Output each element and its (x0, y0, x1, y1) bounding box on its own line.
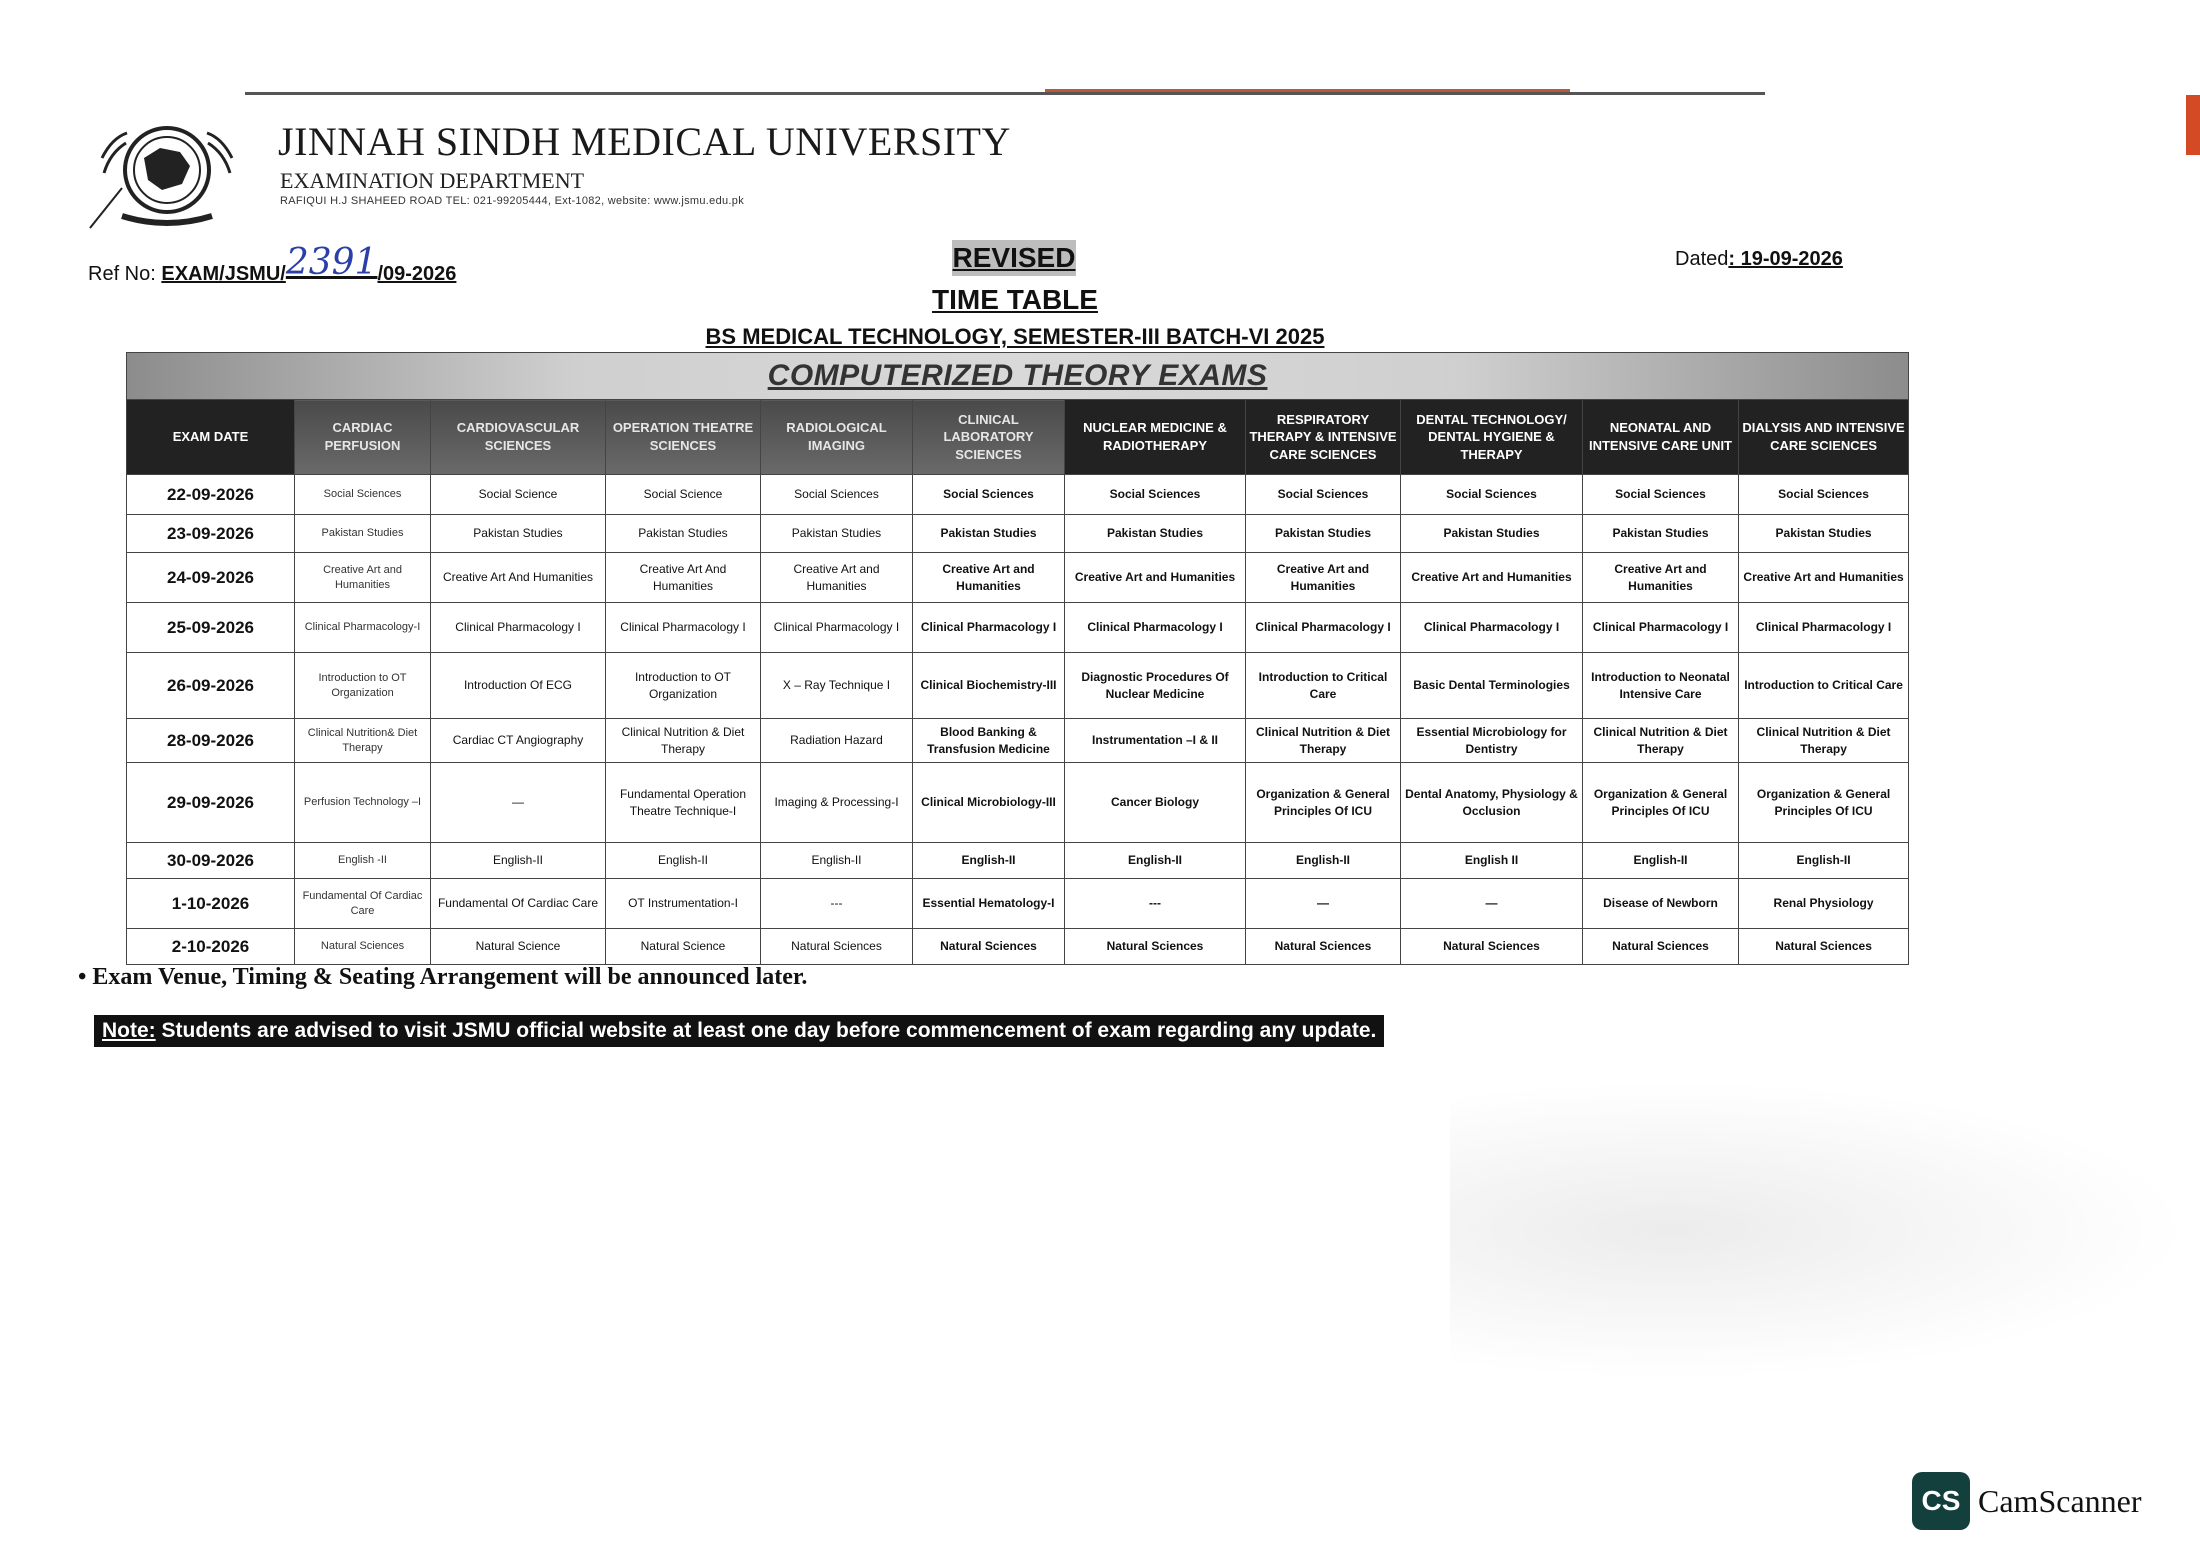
subject-cell: Pakistan Studies (431, 515, 606, 553)
subject-cell: Creative Art and Humanities (1246, 553, 1401, 603)
subject-cell: English-II (1583, 843, 1739, 879)
subject-cell: Creative Art and Humanities (761, 553, 913, 603)
subject-cell: Introduction to OT Organization (606, 653, 761, 719)
subject-cell: Essential Microbiology for Dentistry (1401, 719, 1583, 763)
subject-cell: Creative Art and Humanities (1401, 553, 1583, 603)
subject-cell: Perfusion Technology –I (295, 763, 431, 843)
subject-cell: Clinical Nutrition & Diet Therapy (1583, 719, 1739, 763)
subject-cell: Clinical Pharmacology I (1246, 603, 1401, 653)
subject-cell: Clinical Nutrition & Diet Therapy (1739, 719, 1909, 763)
exam-date-cell: 28-09-2026 (127, 719, 295, 763)
dated-value: : 19-09-2026 (1728, 248, 1843, 270)
subject-cell: Clinical Nutrition& Diet Therapy (295, 719, 431, 763)
subject-cell: --- (1065, 879, 1246, 929)
table-banner: COMPUTERIZED THEORY EXAMS (127, 353, 1909, 400)
subject-cell: Creative Art and Humanities (913, 553, 1065, 603)
exam-date-cell: 22-09-2026 (127, 475, 295, 515)
subject-cell: Natural Sciences (1739, 929, 1909, 965)
column-header: RESPIRATORY THERAPY & INTENSIVE CARE SCIENCES (1246, 400, 1401, 475)
column-header: CARDIAC PERFUSION (295, 400, 431, 475)
table-row (127, 553, 1909, 603)
table-row (127, 763, 1909, 843)
subject-cell: Essential Hematology-I (913, 879, 1065, 929)
date-line (1675, 248, 1843, 271)
table-row (127, 719, 1909, 763)
subject-cell: Social Sciences (295, 475, 431, 515)
subject-cell: Imaging & Processing-I (761, 763, 913, 843)
subject-cell: Fundamental Of Cardiac Care (431, 879, 606, 929)
subject-cell: Cardiac CT Angiography (431, 719, 606, 763)
subject-cell: Pakistan Studies (1065, 515, 1246, 553)
subject-cell: Clinical Microbiology-III (913, 763, 1065, 843)
subject-cell: Introduction to Critical Care (1246, 653, 1401, 719)
subject-cell: Clinical Pharmacology I (1739, 603, 1909, 653)
subject-cell: — (431, 763, 606, 843)
subject-cell: English II (1401, 843, 1583, 879)
subject-cell: Introduction Of ECG (431, 653, 606, 719)
subject-cell: Basic Dental Terminologies (1401, 653, 1583, 719)
university-seal-icon (82, 118, 252, 233)
subject-cell: Natural Sciences (1583, 929, 1739, 965)
note-text: Students are advised to visit JSMU official website at least one day before commencement of exam regarding any update. (155, 1019, 1377, 1042)
camscanner-watermark (1912, 1472, 2142, 1530)
table-row (127, 843, 1909, 879)
subject-cell: OT Instrumentation-I (606, 879, 761, 929)
subject-cell: Natural Sciences (1246, 929, 1401, 965)
subject-cell: Introduction to Critical Care (1739, 653, 1909, 719)
edge-mark (2186, 95, 2200, 155)
table-row (127, 475, 1909, 515)
subject-cell: Natural Science (431, 929, 606, 965)
subject-cell: Natural Sciences (295, 929, 431, 965)
subject-cell: Fundamental Operation Theatre Technique-I (606, 763, 761, 843)
scan-smudge (1450, 1080, 2190, 1380)
subject-cell: Creative Art and Humanities (1739, 553, 1909, 603)
subject-cell: English-II (606, 843, 761, 879)
subject-cell: Clinical Pharmacology I (1583, 603, 1739, 653)
subject-cell: Clinical Pharmacology I (431, 603, 606, 653)
subject-cell: Creative Art and Humanities (1583, 553, 1739, 603)
subject-cell: Natural Sciences (913, 929, 1065, 965)
table-row (127, 603, 1909, 653)
exam-date-cell: 25-09-2026 (127, 603, 295, 653)
table-row (127, 515, 1909, 553)
program-title: BS MEDICAL TECHNOLOGY, SEMESTER-III BATCH-VI 2025 (705, 324, 1325, 349)
ref-label: Ref No: (88, 263, 162, 285)
subject-cell: Creative Art and Humanities (1065, 553, 1246, 603)
subject-cell: Social Science (431, 475, 606, 515)
column-header: DIALYSIS AND INTENSIVE CARE SCIENCES (1739, 400, 1909, 475)
subject-cell: Instrumentation –I & II (1065, 719, 1246, 763)
subject-cell: Social Sciences (1401, 475, 1583, 515)
subject-cell: Creative Art And Humanities (606, 553, 761, 603)
subject-cell: Organization & General Principles Of ICU (1739, 763, 1909, 843)
subject-cell: Social Sciences (913, 475, 1065, 515)
website-note (94, 1015, 1384, 1047)
column-header: EXAM DATE (127, 400, 295, 475)
camscanner-logo-icon: CS (1912, 1472, 1970, 1530)
subject-cell: Social Sciences (1739, 475, 1909, 515)
subject-cell: Social Sciences (761, 475, 913, 515)
subject-cell: Pakistan Studies (1583, 515, 1739, 553)
table-header-row (127, 400, 1909, 475)
subject-cell: Pakistan Studies (1401, 515, 1583, 553)
column-header: NUCLEAR MEDICINE & RADIOTHERAPY (1065, 400, 1246, 475)
subject-cell: Introduction to Neonatal Intensive Care (1583, 653, 1739, 719)
subject-cell: Radiation Hazard (761, 719, 913, 763)
dated-label: Dated (1675, 248, 1729, 270)
subject-cell: Pakistan Studies (606, 515, 761, 553)
university-name: JINNAH SINDH MEDICAL UNIVERSITY (278, 119, 1011, 164)
subject-cell: Pakistan Studies (295, 515, 431, 553)
top-rule (245, 92, 1765, 95)
exam-date-cell: 23-09-2026 (127, 515, 295, 553)
subject-cell: Pakistan Studies (1246, 515, 1401, 553)
exam-date-cell: 26-09-2026 (127, 653, 295, 719)
subject-cell: Clinical Nutrition & Diet Therapy (606, 719, 761, 763)
subject-cell: Pakistan Studies (913, 515, 1065, 553)
subject-cell: English-II (913, 843, 1065, 879)
subject-cell: Cancer Biology (1065, 763, 1246, 843)
table-body (127, 475, 1909, 965)
subject-cell: English-II (431, 843, 606, 879)
column-header: CARDIOVASCULAR SCIENCES (431, 400, 606, 475)
table-row (127, 879, 1909, 929)
subject-cell: — (1401, 879, 1583, 929)
column-header: DENTAL TECHNOLOGY/ DENTAL HYGIENE & THERAPY (1401, 400, 1583, 475)
subject-cell: Creative Art And Humanities (431, 553, 606, 603)
subject-cell: Creative Art and Humanities (295, 553, 431, 603)
subject-cell: Clinical Pharmacology I (1401, 603, 1583, 653)
subject-cell: Pakistan Studies (1739, 515, 1909, 553)
revised-stamp: REVISED (952, 240, 1076, 276)
subject-cell: — (1246, 879, 1401, 929)
subject-cell: Natural Sciences (1065, 929, 1246, 965)
subject-cell: English-II (1065, 843, 1246, 879)
table-row (127, 653, 1909, 719)
subject-cell: Pakistan Studies (761, 515, 913, 553)
subject-cell: Natural Sciences (1401, 929, 1583, 965)
subject-cell: Natural Sciences (761, 929, 913, 965)
subject-cell: Clinical Pharmacology-I (295, 603, 431, 653)
reference-number (88, 242, 457, 289)
ref-suffix: /09-2026 (377, 263, 457, 285)
subject-cell: Natural Science (606, 929, 761, 965)
subject-cell: Dental Anatomy, Physiology & Occlusion (1401, 763, 1583, 843)
subject-cell: Clinical Pharmacology I (913, 603, 1065, 653)
subject-cell: Social Science (606, 475, 761, 515)
exam-date-cell: 29-09-2026 (127, 763, 295, 843)
subject-cell: Social Sciences (1246, 475, 1401, 515)
subject-cell: Clinical Pharmacology I (606, 603, 761, 653)
subject-cell: Clinical Pharmacology I (761, 603, 913, 653)
column-header: OPERATION THEATRE SCIENCES (606, 400, 761, 475)
subject-cell: English-II (1246, 843, 1401, 879)
subject-cell: X – Ray Technique I (761, 653, 913, 719)
subject-cell: English-II (1739, 843, 1909, 879)
exam-date-cell: 2-10-2026 (127, 929, 295, 965)
subject-cell: Clinical Nutrition & Diet Therapy (1246, 719, 1401, 763)
subject-cell: Social Sciences (1065, 475, 1246, 515)
exam-date-cell: 30-09-2026 (127, 843, 295, 879)
subject-cell: Social Sciences (1583, 475, 1739, 515)
subject-cell: Introduction to OT Organization (295, 653, 431, 719)
column-header: NEONATAL AND INTENSIVE CARE UNIT (1583, 400, 1739, 475)
subject-cell: Fundamental Of Cardiac Care (295, 879, 431, 929)
camscanner-brand: CamScanner (1978, 1482, 2142, 1519)
exam-date-cell: 1-10-2026 (127, 879, 295, 929)
exam-date-cell: 24-09-2026 (127, 553, 295, 603)
column-header: RADIOLOGICAL IMAGING (761, 400, 913, 475)
subject-cell: Blood Banking & Transfusion Medicine (913, 719, 1065, 763)
exam-timetable (126, 352, 1909, 965)
venue-notice: • Exam Venue, Timing & Seating Arrangement will be announced later. (78, 964, 808, 990)
ref-handwritten-number: 2391 (285, 242, 378, 283)
subject-cell: English-II (761, 843, 913, 879)
university-address: RAFIQUI H.J SHAHEED ROAD TEL: 021-99205444, Ext-1082, website: www.jsmu.edu.pk (280, 195, 744, 207)
table-row (127, 929, 1909, 965)
timetable-title: TIME TABLE (932, 284, 1098, 315)
note-label: Note: (102, 1019, 156, 1042)
subject-cell: Renal Physiology (1739, 879, 1909, 929)
subject-cell: Organization & General Principles Of ICU (1246, 763, 1401, 843)
subject-cell: Clinical Pharmacology I (1065, 603, 1246, 653)
department-name: EXAMINATION DEPARTMENT (280, 168, 585, 193)
subject-cell: Clinical Biochemistry-III (913, 653, 1065, 719)
subject-cell: English -II (295, 843, 431, 879)
column-header: CLINICAL LABORATORY SCIENCES (913, 400, 1065, 475)
subject-cell: --- (761, 879, 913, 929)
subject-cell: Organization & General Principles Of ICU (1583, 763, 1739, 843)
subject-cell: Disease of Newborn (1583, 879, 1739, 929)
subject-cell: Diagnostic Procedures Of Nuclear Medicine (1065, 653, 1246, 719)
ref-prefix: EXAM/JSMU/ (161, 263, 286, 285)
